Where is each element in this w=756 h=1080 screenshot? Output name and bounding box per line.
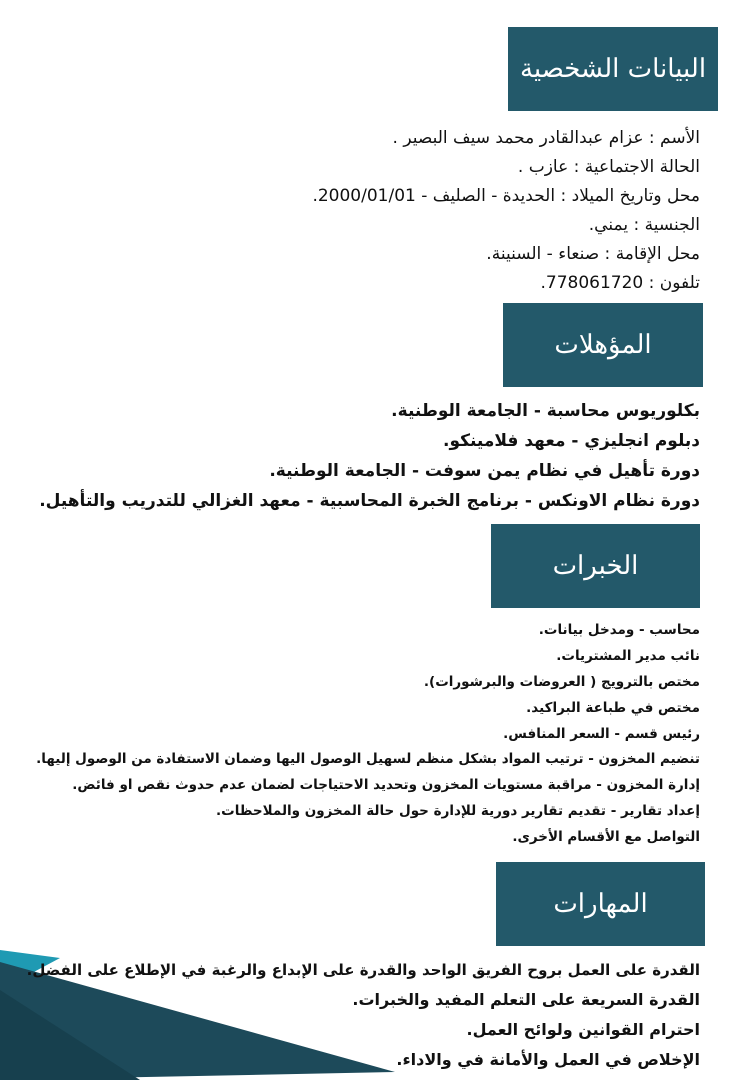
- experience-item: مختص في طباعة البراكيد.: [526, 699, 700, 716]
- skill-item: القدرة على العمل بروح الفريق الواحد والقدرة على الإبداع والرغبة في الإطلاع على الفضل.: [26, 961, 700, 979]
- experience-section-title: الخبرات: [552, 551, 639, 581]
- personal-line-phone: تلفون : 778061720.: [540, 273, 700, 293]
- personal-line-residence: محل الإقامة : صنعاء - السنينة.: [486, 244, 700, 264]
- qualification-item: دورة تأهيل في نظام يمن سوفت - الجامعة الوطنية.: [269, 461, 700, 481]
- skills-list: [20, 955, 700, 1075]
- qualifications-list: [20, 396, 700, 516]
- experience-list: [20, 618, 700, 851]
- experience-item: التواصل مع الأقسام الأخرى.: [512, 829, 700, 846]
- skill-item: احترام القوانين ولوائح العمل.: [466, 1020, 700, 1039]
- experience-item: إعداد تقارير - تقديم تقارير دورية للإدارة حول حالة المخزون والملاحظات.: [216, 803, 700, 820]
- experience-item: إدارة المخزون - مراقبة مستويات المخزون وتحديد الاحتياجات لضمان عدم حدوث نقص او فائض.: [72, 777, 700, 794]
- experience-item: تنضيم المخزون - ترتيب المواد بشكل منظم لسهيل الوصول اليها وضمان الاستفادة من الوصول إليها.: [36, 751, 700, 768]
- qualifications-section-header: [503, 303, 703, 387]
- skills-section-title: المهارات: [553, 889, 648, 919]
- personal-line-marital: الحالة الاجتماعية : عازب .: [517, 157, 700, 177]
- skill-item: القدرة السريعة على التعلم المفيد والخبرات.: [352, 990, 700, 1009]
- experience-item: محاسب - ومدخل بيانات.: [538, 622, 700, 638]
- experience-section-header: [491, 524, 700, 608]
- personal-info-list: [20, 124, 700, 298]
- qualification-item: بكلوريوس محاسبة - الجامعة الوطنية.: [391, 401, 700, 421]
- personal-line-name: الأسم : عزام عبدالقادر محمد سيف البصير .: [392, 128, 700, 148]
- skills-section-header: [496, 862, 705, 946]
- qualifications-section-title: المؤهلات: [554, 330, 652, 360]
- experience-item: نائب مدير المشتريات.: [556, 647, 700, 664]
- qualification-item: دبلوم انجليزي - معهد فلامينكو.: [442, 431, 700, 451]
- experience-item: مختص بالترويج ( العروضات والبرشورات).: [423, 673, 700, 690]
- personal-section-header: [508, 27, 718, 111]
- personal-line-birth: محل وتاريخ الميلاد : الحديدة - الصليف - 2000/01/01.: [312, 186, 700, 206]
- experience-item: رئيس قسم - السعر المنافس.: [503, 725, 700, 742]
- personal-line-nationality: الجنسية : يمني.: [588, 215, 700, 235]
- qualification-item: دورة نظام الاونكس - برنامج الخبرة المحاسبية - معهد الغزالي للتدريب والتأهيل.: [39, 491, 700, 511]
- personal-section-title: البيانات الشخصية: [519, 54, 707, 84]
- skill-item: الإخلاص في العمل والأمانة في والاداء.: [396, 1050, 700, 1069]
